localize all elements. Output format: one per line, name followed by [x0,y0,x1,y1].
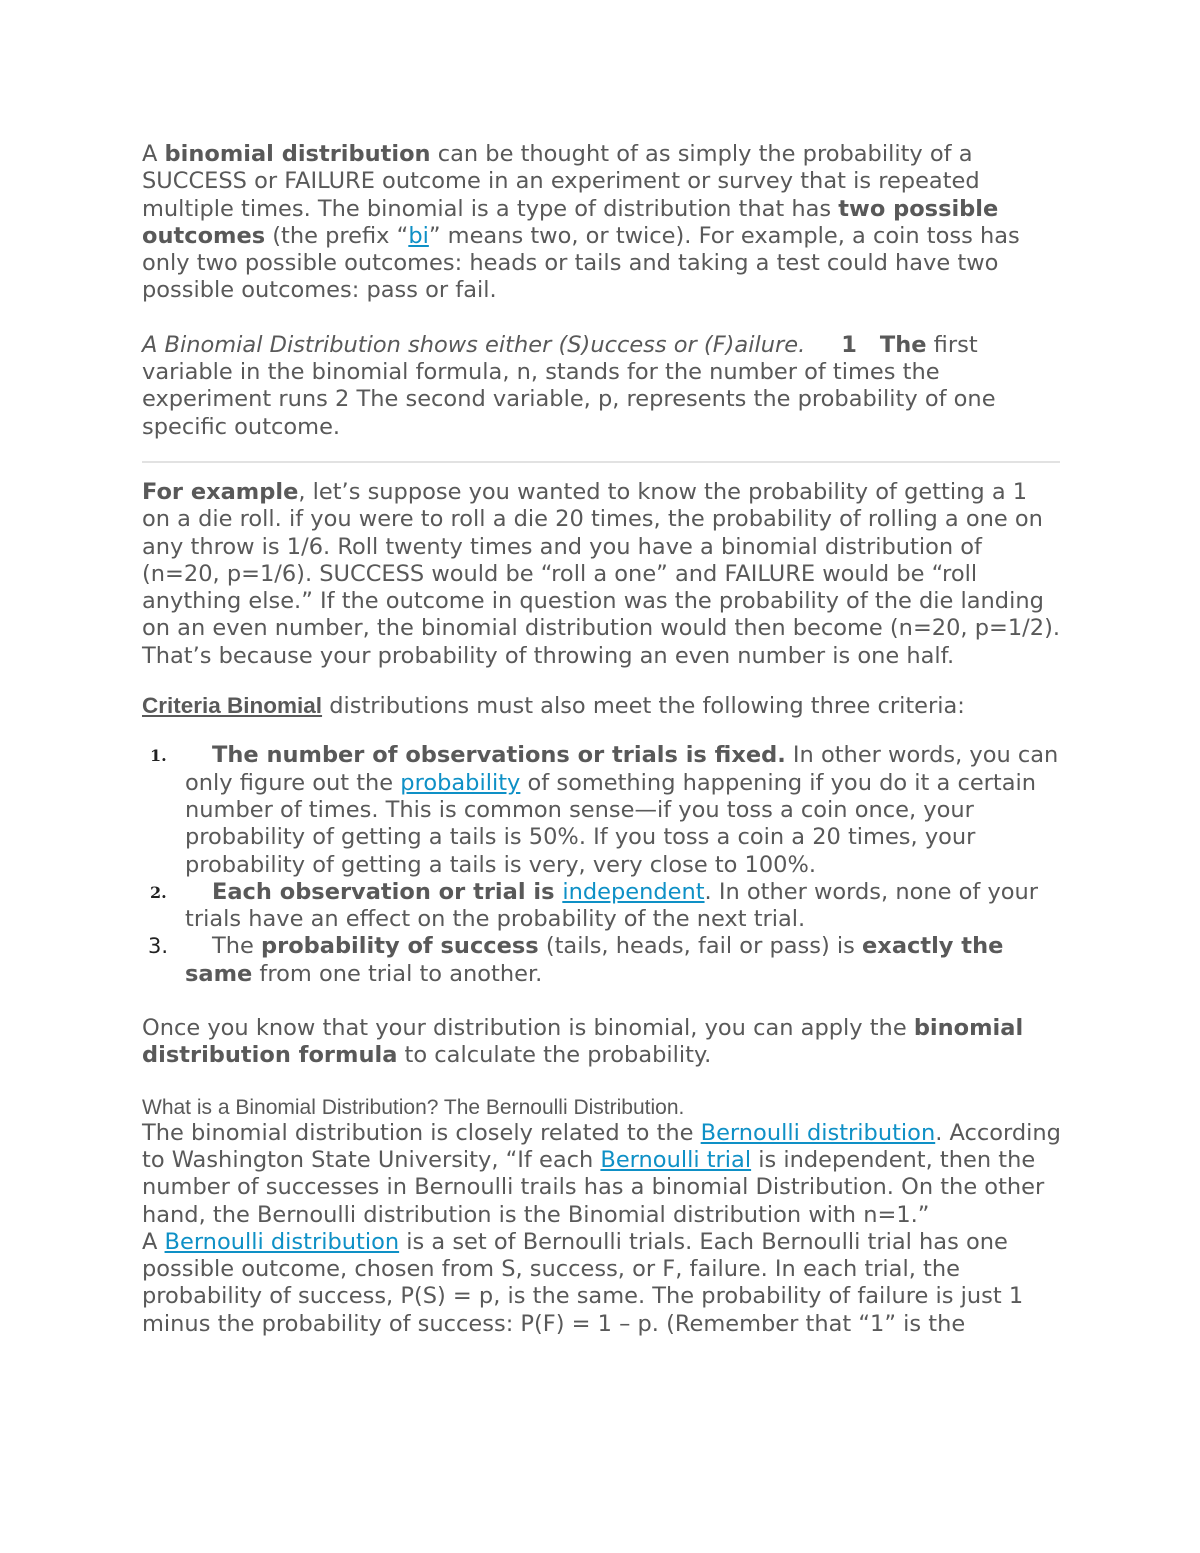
bernoulli-distribution-link[interactable]: Bernoulli distribution [164,1228,400,1255]
text: from one trial to another. [252,960,543,987]
horizontal-divider [142,461,1060,463]
example-paragraph [142,479,1062,670]
text: to calculate the probability. [397,1042,712,1069]
text: first variable in the binomial formula, n, stands for the number of times the experiment runs 2 The second variable, p, represents the probability of one specific outcome. [142,331,996,440]
text: ” means two, or twice). For example, a coin toss has only two possible outcomes: heads or tails and taking a test could have two possible outcomes: pass or fail. [142,222,1020,304]
step-number: 1 [841,331,857,358]
bold-term: Each observation or trial is [212,878,563,905]
bold-term: The number of observations or trials is fixed. [212,742,786,769]
text: Once you know that your distribution is binomial, you can apply the [142,1015,914,1042]
text: (tails, heads, fail or pass) is [538,933,863,960]
bold-word: The [879,331,927,358]
document-page [142,141,1062,1338]
text: A [142,141,165,167]
criteria-list [142,742,1062,988]
probability-link[interactable]: probability [400,769,521,796]
bold-term: probability of success [261,933,539,960]
bernoulli-paragraph [142,1120,1062,1229]
bold-term: binomial distribution formula [142,1015,1024,1069]
bernoulli-distribution-link[interactable]: Bernoulli distribution [700,1119,936,1146]
bold-term: For example [142,478,299,505]
bernoulli-trial-link[interactable]: Bernoulli trial [600,1146,752,1173]
section-heading: What is a Binomial Distribution? The Bernoulli Distribution. [142,1095,685,1119]
text: , let’s suppose you wanted to know the probability of getting a 1 on a die roll. if you were to roll a die 20 times, the probability of rolling a one on any throw is 1/6. Roll twenty times and you have a binomial distribution of (n=20, p=1/6). SUCCESS would be “roll a one” and FAILURE would be “roll anything else.” If the outcome in question was the probability of the die landing on an even number, the binomial distribution would then become (n=20, p=1/2). That’s because your probability of throwing an even number is one half. [142,478,1061,669]
criteria-heading: Criteria Binomial [142,693,323,719]
text: is independent, then the number of successes in Bernoulli trails has a binomial Distribution. On the other hand, the Bernoulli distribution is the Binomial distribution with n=1.” [142,1146,1045,1228]
bold-term: exactly the same [185,933,1004,987]
bold-term: two possible outcomes [142,195,999,249]
variables-paragraph [142,332,1062,441]
list-number: 3. [148,934,169,959]
list-item [142,933,1062,988]
criteria-paragraph [142,692,1062,720]
bi-link[interactable]: bi [408,222,429,249]
bold-term: binomial distribution [164,141,431,167]
bernoulli-paragraph-2 [142,1229,1062,1338]
independent-link[interactable]: independent [562,878,705,905]
text: is a set of Bernoulli trials. Each Bernoulli trial has one possible outcome, chosen from S, success, or F, failure. In each trial, the probability of success, P(S) = p, is the same. The probability of failure is just 1 minus the probability of success: P(F) = 1 – p. (Remember that “1” is the [142,1228,1024,1337]
list-item [142,879,1062,934]
text: A [142,1228,165,1255]
list-item [142,742,1062,878]
text: The [212,933,261,960]
text: The binomial distribution is closely related to the [142,1119,701,1146]
intro-paragraph [142,141,1062,305]
list-number: 2. [150,882,167,902]
text: can be thought of as simply the probability of a SUCCESS or FAILURE outcome in an experiment or survey that is repeated multiple times. The binomial is a type of distribution that has [142,141,980,222]
text: . According to Washington State University, “If each [142,1119,1061,1173]
apply-paragraph [142,1015,1062,1070]
text: (the prefix “ [265,222,409,249]
text: . In other words, none of your trials have an effect on the probability of the next trial. [185,878,1039,933]
text: of something happening if you do it a certain number of times. This is common sense—if you toss a coin once, your probability of getting a tails is 50%. If you toss a coin a 20 times, your probability of getting a tails is very, very close to 100%. [185,769,1037,878]
italic-statement: A Binomial Distribution shows either (S)uccess or (F)ailure. [142,331,806,358]
text: distributions must also meet the following three criteria: [322,693,965,720]
list-number: 1. [150,746,167,766]
text: In other words, you can only figure out the [185,742,1059,796]
